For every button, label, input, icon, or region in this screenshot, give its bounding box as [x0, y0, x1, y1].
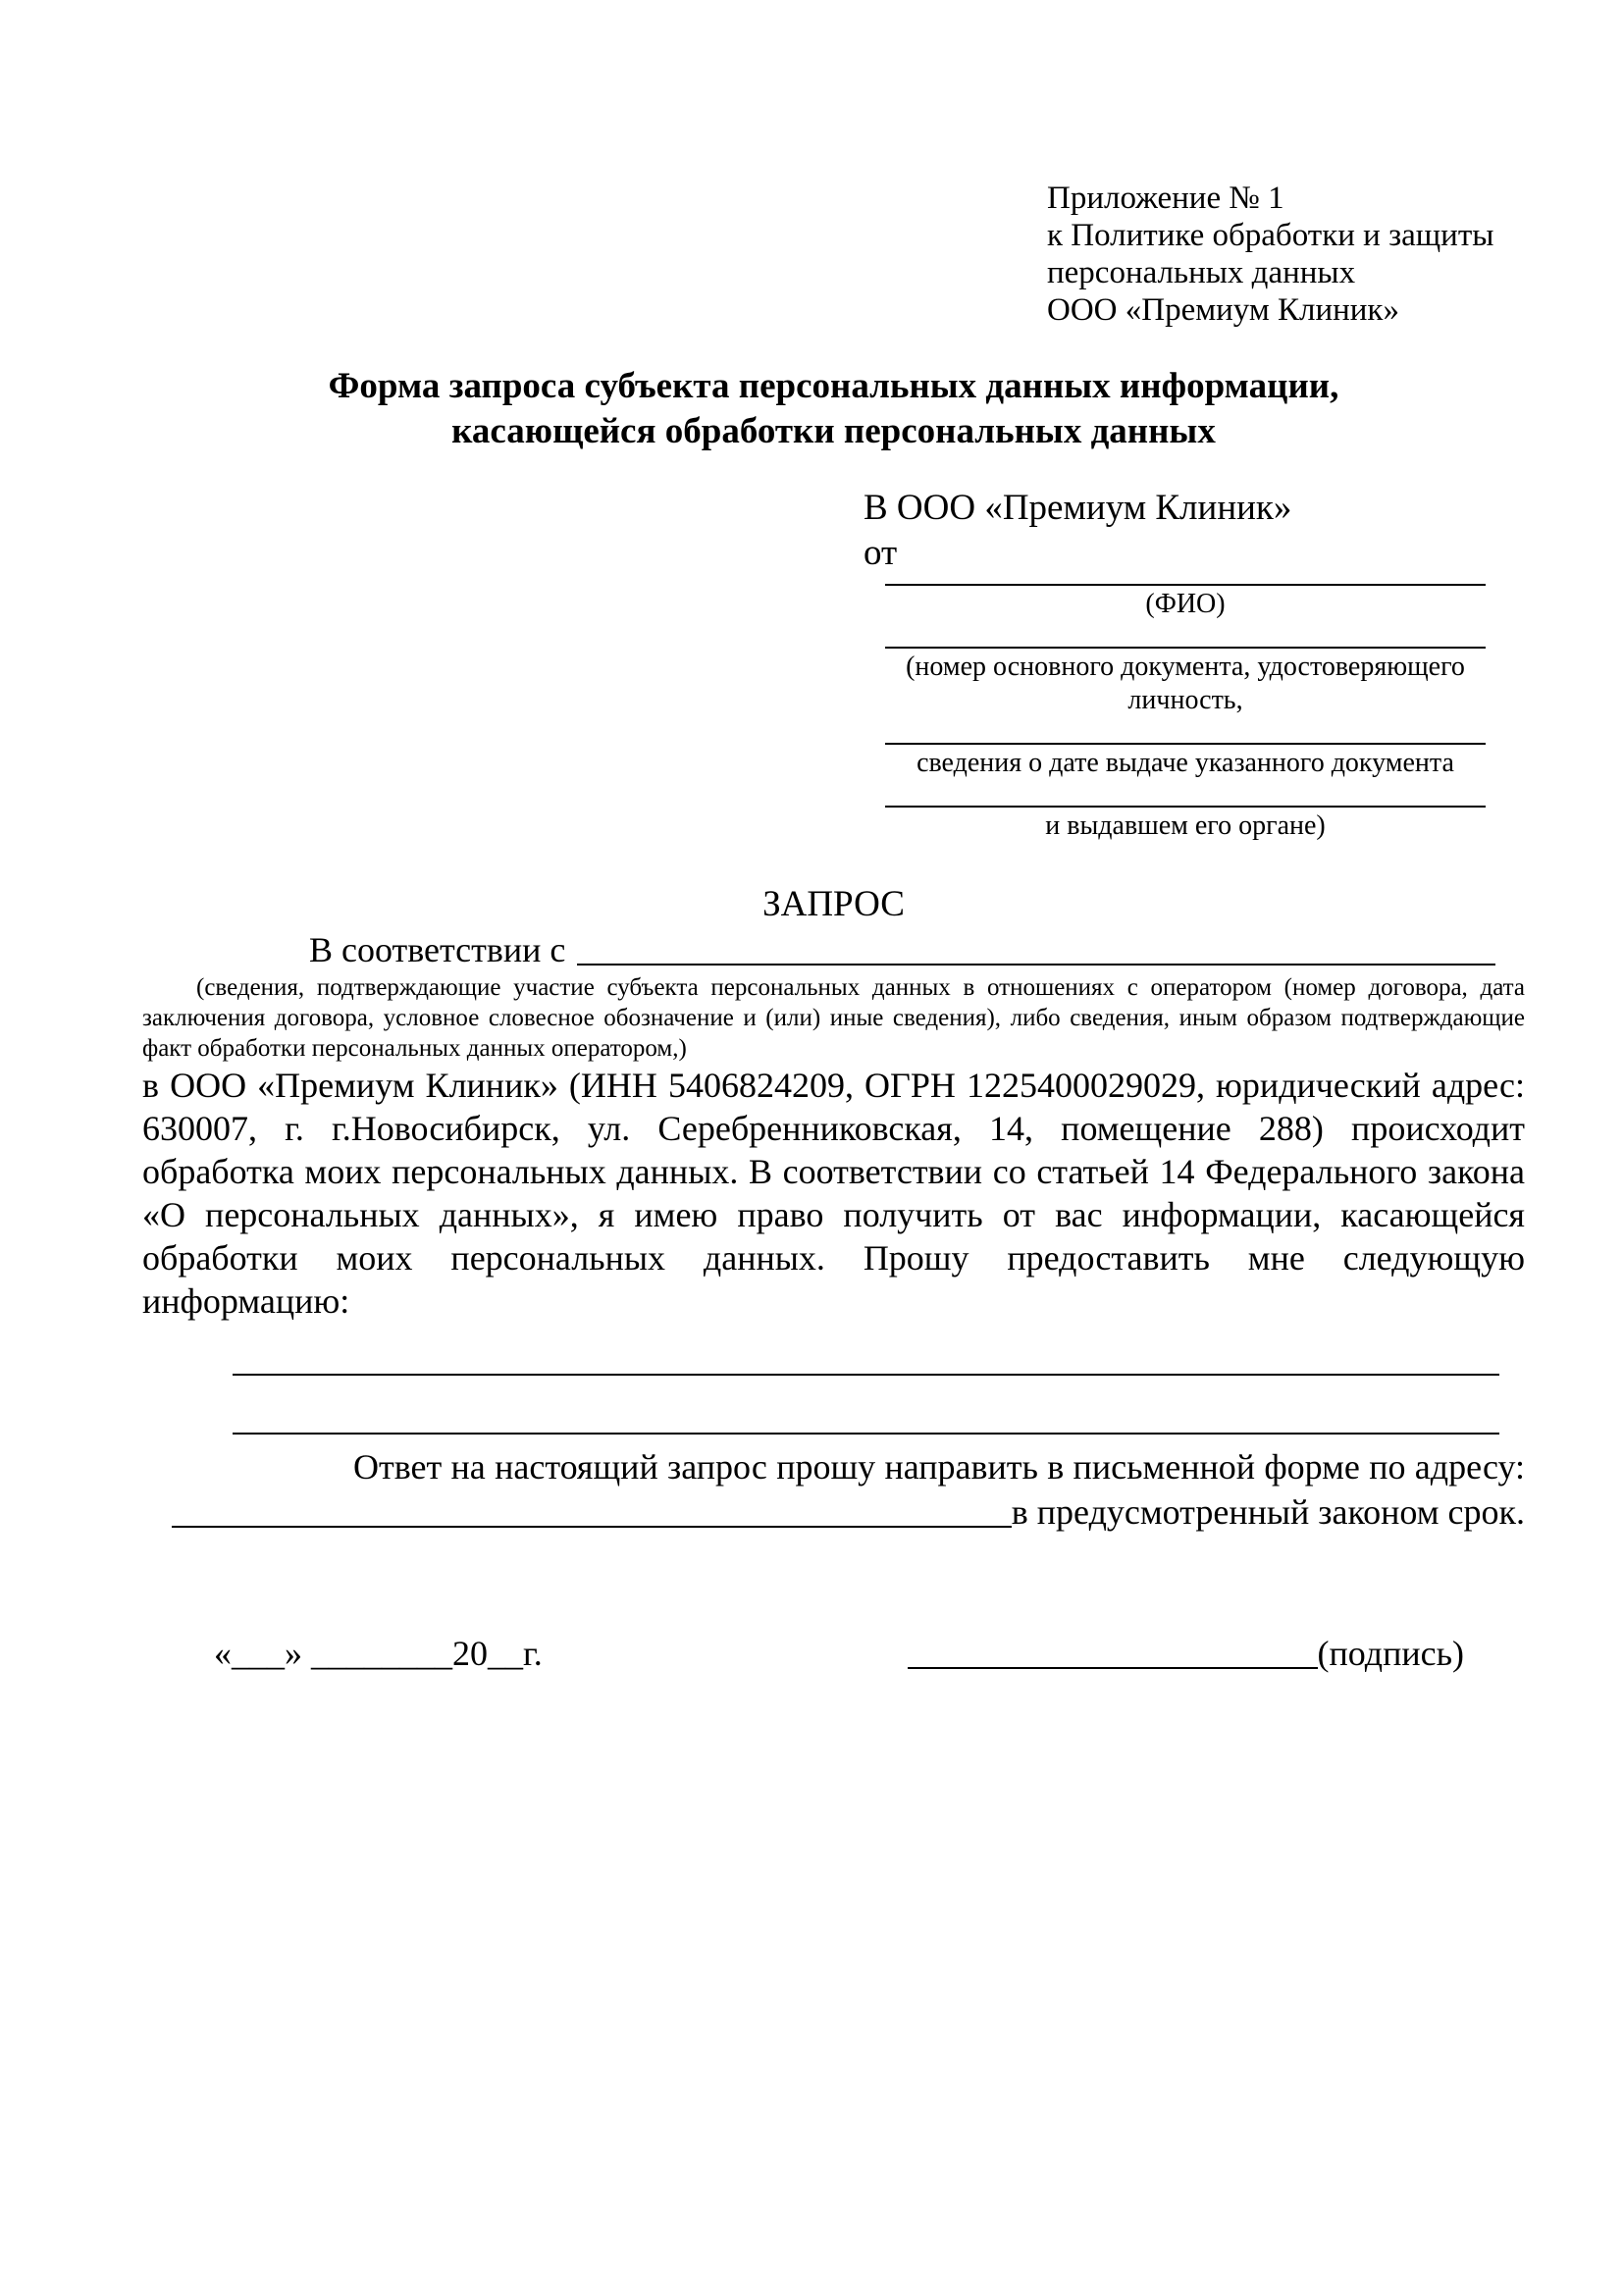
reply-address-suffix: в предусмотренный законом срок. — [1011, 1492, 1525, 1532]
reply-address-blank-line — [172, 1526, 1012, 1528]
appendix-header-line: Приложение № 1 — [1047, 181, 1284, 216]
appendix-header-line: к Политике обработки и защиты — [1047, 218, 1494, 253]
date-signature-row — [142, 1631, 1525, 1676]
fio-field — [885, 584, 1486, 621]
signature-field — [908, 1631, 1464, 1676]
document-number-caption: (номер основного документа, удостоверяющего личность, — [906, 652, 1465, 715]
request-body-paragraph: в ООО «Премиум Клиник» (ИНН 5406824209, ОГРН 1225400029029, юридический адрес: 630007, г. г.Новосибирск, ул. Серебренниковская, 14, помещение 288) происходит обработка моих персональных данных. В соответствии со статьей 14 Федерального закона «О персональных данных», я имею право получить от вас информации, касающейся обработки моих персональных данных. Прошу предоставить мне следующую информацию: — [142, 1066, 1525, 1321]
request-basis-footnote: (сведения, подтверждающие участие субъекта персональных данных в отношениях с оператором (номер договора, дата заключения договора, условное словесное обозначение и (или) иные сведения), либо сведения, иным образом подтверждающие факт обработки персональных данных оператором,) — [142, 974, 1525, 1062]
addressee-block — [864, 486, 1486, 843]
issue-date-caption: сведения о дате выдаче указанного документа — [916, 748, 1454, 778]
document-number-field — [885, 647, 1486, 717]
requested-info-blank-line-1 — [233, 1374, 1499, 1376]
addressee-organization: В ООО «Премиум Клиник» — [864, 488, 1292, 528]
document-title-line: Форма запроса субъекта персональных данных информации, — [328, 366, 1339, 406]
request-heading: ЗАПРОС — [762, 884, 905, 924]
signature-blank-line — [908, 1667, 1318, 1669]
addressee-from-label: от — [864, 533, 898, 573]
request-basis-prefix: В соответствии с — [309, 930, 566, 969]
issuing-authority-field — [885, 806, 1486, 843]
appendix-header-line: ООО «Премиум Клиник» — [1047, 292, 1399, 328]
requested-info-blank-line-2 — [233, 1433, 1499, 1435]
appendix-header — [1047, 180, 1525, 329]
document-title — [142, 364, 1525, 454]
document-title-line: касающейся обработки персональных данных — [451, 411, 1216, 451]
issuing-authority-caption: и выдавшем его органе) — [1045, 810, 1326, 841]
request-basis-row — [142, 928, 1525, 972]
reply-address-row — [142, 1489, 1525, 1535]
signature-caption: (подпись) — [1317, 1634, 1464, 1673]
fio-caption: (ФИО) — [1145, 589, 1226, 619]
reply-address-sentence: Ответ на настоящий запрос прошу направить в письменной форме по адресу: — [353, 1447, 1525, 1487]
date-blank-field: «___» ________20__г. — [214, 1634, 543, 1673]
document-content — [142, 0, 1525, 1676]
issue-date-field — [885, 743, 1486, 780]
appendix-header-line: персональных данных — [1047, 255, 1356, 290]
request-basis-blank-line — [577, 964, 1495, 965]
